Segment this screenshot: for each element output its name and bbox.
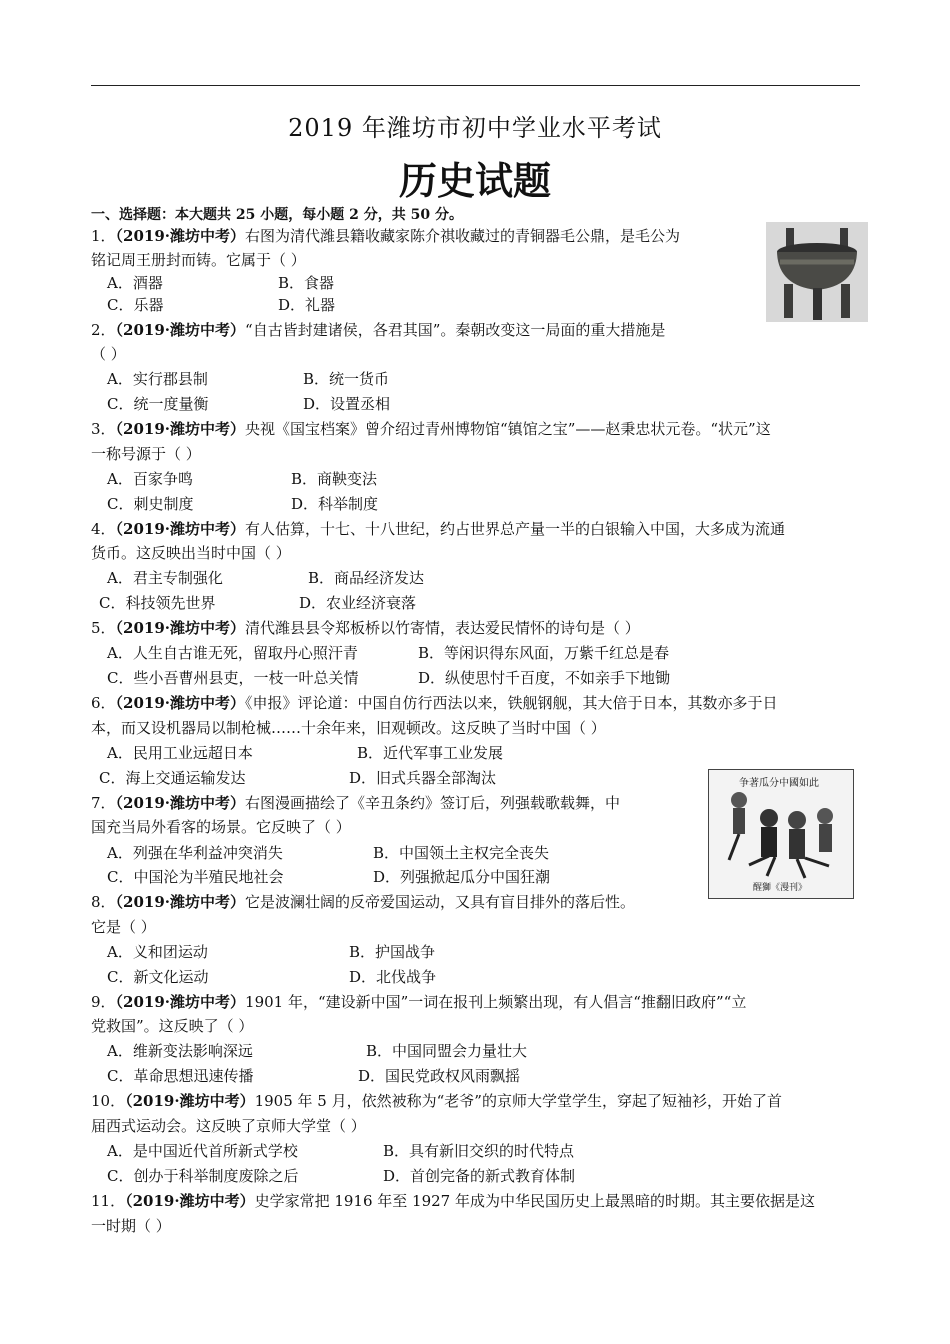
question-8-option-a: A．义和团运动 bbox=[107, 943, 208, 961]
question-9-option-d: D．国民党政权风雨飘摇 bbox=[358, 1067, 521, 1085]
question-10-option-a: A．是中国近代首所新式学校 bbox=[107, 1142, 298, 1160]
question-4-option-b: B．商品经济发达 bbox=[308, 569, 425, 587]
question-6-option-c: C．海上交通运输发达 bbox=[99, 769, 246, 787]
question-7-option-d: D．列强掀起瓜分中国狂潮 bbox=[373, 868, 551, 886]
question-10-line-2: 届西式运动会。这反映了京师大学堂（ ） bbox=[91, 1117, 366, 1135]
question-9-option-c: C．革命思想迅速传播 bbox=[107, 1067, 254, 1085]
question-1-option-b: B．食器 bbox=[278, 274, 335, 292]
question-11-line-1: 11．（2019·潍坊中考）史学家常把 1916 年至 1927 年成为中华民国历史上最黑暗的时期。其主要依据是这 bbox=[91, 1192, 816, 1210]
question-5-option-c: C．些小吾曹州县吏，一枝一叶总关情 bbox=[107, 669, 359, 687]
question-4-option-d: D．农业经济衰落 bbox=[299, 594, 417, 612]
question-7-option-c: C．中国沦为半殖民地社会 bbox=[107, 868, 284, 886]
question-10-option-c: C．创办于科举制度废除之后 bbox=[107, 1167, 299, 1185]
question-3-line-1: 3．（2019·潍坊中考）央视《国宝档案》曾介绍过青州博物馆“镇馆之宝”——赵秉忠状元卷。“状元”这 bbox=[91, 420, 771, 438]
question-10-option-d: D．首创完备的新式教育体制 bbox=[383, 1167, 576, 1185]
question-2-option-b: B．统一货币 bbox=[303, 370, 390, 388]
question-6-option-a: A．民用工业远超日本 bbox=[107, 744, 253, 762]
question-1-option-a: A．酒器 bbox=[107, 274, 163, 292]
question-8-option-b: B．护国战争 bbox=[349, 943, 436, 961]
question-5-line-1: 5．（2019·潍坊中考）清代潍县县令郑板桥以竹寄情，表达爱民情怀的诗句是（ ） bbox=[91, 619, 640, 637]
question-2-line-2: （ ） bbox=[91, 345, 126, 363]
comic-image bbox=[708, 769, 854, 899]
question-5-option-a: A．人生自古谁无死，留取丹心照汗青 bbox=[107, 644, 358, 662]
question-4-option-c: C．科技领先世界 bbox=[99, 594, 216, 612]
comic-drawing bbox=[709, 770, 853, 898]
question-3-option-a: A．百家争鸣 bbox=[107, 470, 193, 488]
question-3-option-c: C．刺史制度 bbox=[107, 495, 194, 513]
question-5-option-d: D．纵使思忖千百度，不如亲手下地锄 bbox=[418, 669, 671, 687]
section-heading: 一、选择题：本大题共 25 小题，每小题 2 分，共 50 分。 bbox=[91, 207, 463, 223]
question-6-line-1: 6．（2019·潍坊中考）《申报》评论道：中国自仿行西法以来，铁舰钢舰，其大倍于日本，其数亦多于日 bbox=[91, 694, 778, 712]
question-4-line-1: 4．（2019·潍坊中考）有人估算，十七、十八世纪，约占世界总产量一半的白银输入中国，大多成为流通 bbox=[91, 520, 786, 538]
bronze-ding-image bbox=[766, 222, 868, 322]
exam-title: 历史试题 bbox=[398, 158, 551, 203]
question-9-option-a: A．维新变法影响深远 bbox=[107, 1042, 253, 1060]
question-7-option-b: B．中国领土主权完全丧失 bbox=[373, 844, 550, 862]
question-10-line-1: 10．（2019·潍坊中考）1905 年 5 月，依然被称为“老爷”的京师大学堂学生，穿起了短袖衫，开始了首 bbox=[91, 1092, 782, 1110]
question-8-option-c: C．新文化运动 bbox=[107, 968, 209, 986]
question-8-line-2: 它是（ ） bbox=[91, 918, 156, 936]
question-3-line-2: 一称号源于（ ） bbox=[91, 445, 201, 463]
question-8-line-1: 8．（2019·潍坊中考）它是波澜壮阔的反帝爱国运动，又具有盲目排外的落后性。 bbox=[91, 893, 636, 911]
comic-caption-bottom: 醒獅《漫刊》 bbox=[753, 883, 808, 893]
comic-caption-top: 争著瓜分中國如此 bbox=[739, 778, 819, 789]
question-1-line-2: 铭记周王册封而铸。它属于（ ） bbox=[91, 251, 306, 269]
question-4-line-2: 货币。这反映出当时中国（ ） bbox=[91, 544, 291, 562]
question-1-line-1: 1．（2019·潍坊中考）右图为清代潍县籍收藏家陈介祺收藏过的青铜器毛公鼎，是毛公为 bbox=[91, 227, 681, 245]
question-7-line-2: 国充当局外看客的场景。它反映了（ ） bbox=[91, 818, 351, 836]
question-2-option-d: D．设置丞相 bbox=[303, 395, 391, 413]
question-3-option-b: B．商鞅变法 bbox=[291, 470, 378, 488]
question-6-option-d: D．旧式兵器全部淘汰 bbox=[349, 769, 497, 787]
question-2-option-a: A．实行郡县制 bbox=[107, 370, 208, 388]
question-1-option-d: D．礼器 bbox=[278, 296, 336, 314]
question-1-option-c: C．乐器 bbox=[107, 296, 164, 314]
question-9-option-b: B．中国同盟会力量壮大 bbox=[366, 1042, 528, 1060]
top-rule bbox=[91, 85, 860, 86]
question-11-line-2: 一时期（ ） bbox=[91, 1217, 171, 1235]
question-9-line-1: 9．（2019·潍坊中考）1901 年，“建设新中国”一词在报刊上频繁出现，有人倡言“推翻旧政府”“立 bbox=[91, 993, 747, 1011]
question-7-option-a: A．列强在华利益冲突消失 bbox=[107, 844, 283, 862]
question-10-option-b: B．具有新旧交织的时代特点 bbox=[383, 1142, 575, 1160]
question-2-option-c: C．统一度量衡 bbox=[107, 395, 209, 413]
question-3-option-d: D．科举制度 bbox=[291, 495, 379, 513]
question-5-option-b: B．等闲识得东风面，万紫千红总是春 bbox=[418, 644, 670, 662]
question-8-option-d: D．北伐战争 bbox=[349, 968, 437, 986]
question-7-line-1: 7．（2019·潍坊中考）右图漫画描绘了《辛丑条约》签订后，列强载歌载舞，中 bbox=[91, 794, 621, 812]
question-4-option-a: A．君主专制强化 bbox=[107, 569, 223, 587]
question-6-option-b: B．近代军事工业发展 bbox=[357, 744, 504, 762]
question-2-line-1: 2．（2019·潍坊中考）“自古皆封建诸侯，各君其国”。秦朝改变这一局面的重大措施是 bbox=[91, 321, 666, 339]
question-6-line-2: 本，而又设机器局以制枪械……十余年来，旧观顿改。这反映了当时中国（ ） bbox=[91, 719, 606, 737]
question-9-line-2: 党救国”。这反映了（ ） bbox=[91, 1017, 254, 1035]
exam-subtitle: 2019 年潍坊市初中学业水平考试 bbox=[288, 114, 662, 142]
